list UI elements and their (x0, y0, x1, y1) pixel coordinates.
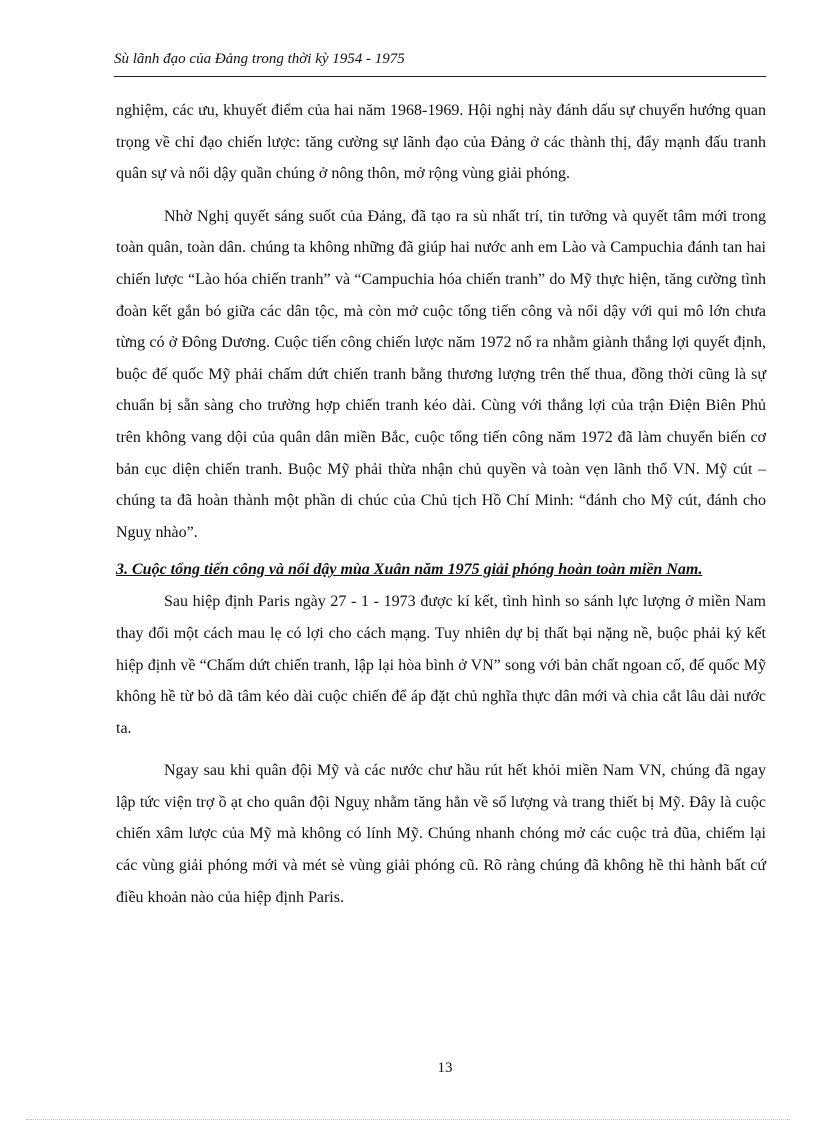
section-heading-3: 3. Cuộc tổng tiến công và nổi dậy mùa Xuân năm 1975 giải phóng hoàn toàn miền Nam. (116, 561, 703, 579)
page-number: 13 (437, 1060, 453, 1076)
running-header-title: Sù lãnh đạo của Đảng trong thời kỳ 1954 - 1975 (114, 51, 405, 67)
running-header (114, 48, 766, 77)
paragraph-4: Ngay sau khi quân đội Mỹ và các nước chư hầu rút hết khỏi miền Nam VN, chúng đã ngay lập tức viện trợ ồ ạt cho quân đội Nguỵ nhằm tăng hẳn về số lượng và trang thiết bị Mỹ. Đây là cuộc chiến xâm lược của Mỹ mà không có lính Mỹ. Chúng nhanh chóng mở các cuộc trả đũa, chiếm lại các vùng giải phóng mới và mét sè vùng giải phóng cũ. Rõ ràng chúng đã không hề thi hành bất cứ điều khoản nào của hiệp định Paris. (116, 762, 766, 906)
page-bottom-divider (26, 1119, 790, 1120)
paragraph-1: nghiệm, các ưu, khuyết điểm của hai năm 1968-1969. Hội nghị này đánh dấu sự chuyển hướng quan trọng về chỉ đạo chiến lược: tăng cường sự lãnh đạo của Đảng ở các thành thị, đẩy mạnh đấu tranh quân sự và nổi dậy quần chúng ở nông thôn, mở rộng vùng giải phóng. (116, 102, 766, 183)
document-body (116, 95, 766, 913)
paragraph-2: Nhờ Nghị quyết sáng suốt của Đảng, đã tạo ra sù nhất trí, tin tưởng và quyết tâm mới trong toàn quân, toàn dân. chúng ta không những đã giúp hai nước anh em Lào và Campuchia đánh tan hai chiến lược “Lào hóa chiến tranh” và “Campuchia hóa chiến tranh” do Mỹ thực hiện, tăng cường tình đoàn kết gắn bó giữa các dân tộc, mà còn mở cuộc tổng tiến công và nổi dậy với qui mô lớn chưa từng có ở Đông Dương. Cuộc tiến công chiến lược năm 1972 nổ ra nhằm giành thắng lợi quyết định, buộc đế quốc Mỹ phải chấm dứt chiến tranh bằng thương lượng trên thế thua, đồng thời cũng là sự chuẩn bị sẵn sàng cho trường hợp chiến tranh kéo dài. Cùng với thắng lợi của trận Điện Biên Phủ trên không vang dội của quân dân miền Bắc, cuộc tổng tiến công năm 1972 đã làm chuyển biến cơ bản cục diện chiến tranh. Buộc Mỹ phải thừa nhận chủ quyền và toàn vẹn lãnh thổ VN. Mỹ cút – chúng ta đã hoàn thành một phần di chúc của Chủ tịch Hồ Chí Minh: “đánh cho Mỹ cút, đánh cho Nguỵ nhào”. (116, 207, 766, 541)
paragraph-3: Sau hiệp định Paris ngày 27 - 1 - 1973 được kí kết, tình hình so sánh lực lượng ở miền Nam thay đổi một cách mau lẹ có lợi cho cách mạng. Tuy nhiên dự bị thất bại nặng nề, buộc phải ký kết hiệp định về “Chấm dứt chiến tranh, lập lại hòa bình ở VN” song với bản chất ngoan cố, đế quốc Mỹ không hề từ bỏ dã tâm kéo dài cuộc chiến để áp đặt chủ nghĩa thực dân mới và chia cắt lâu dài nước ta. (116, 593, 766, 737)
